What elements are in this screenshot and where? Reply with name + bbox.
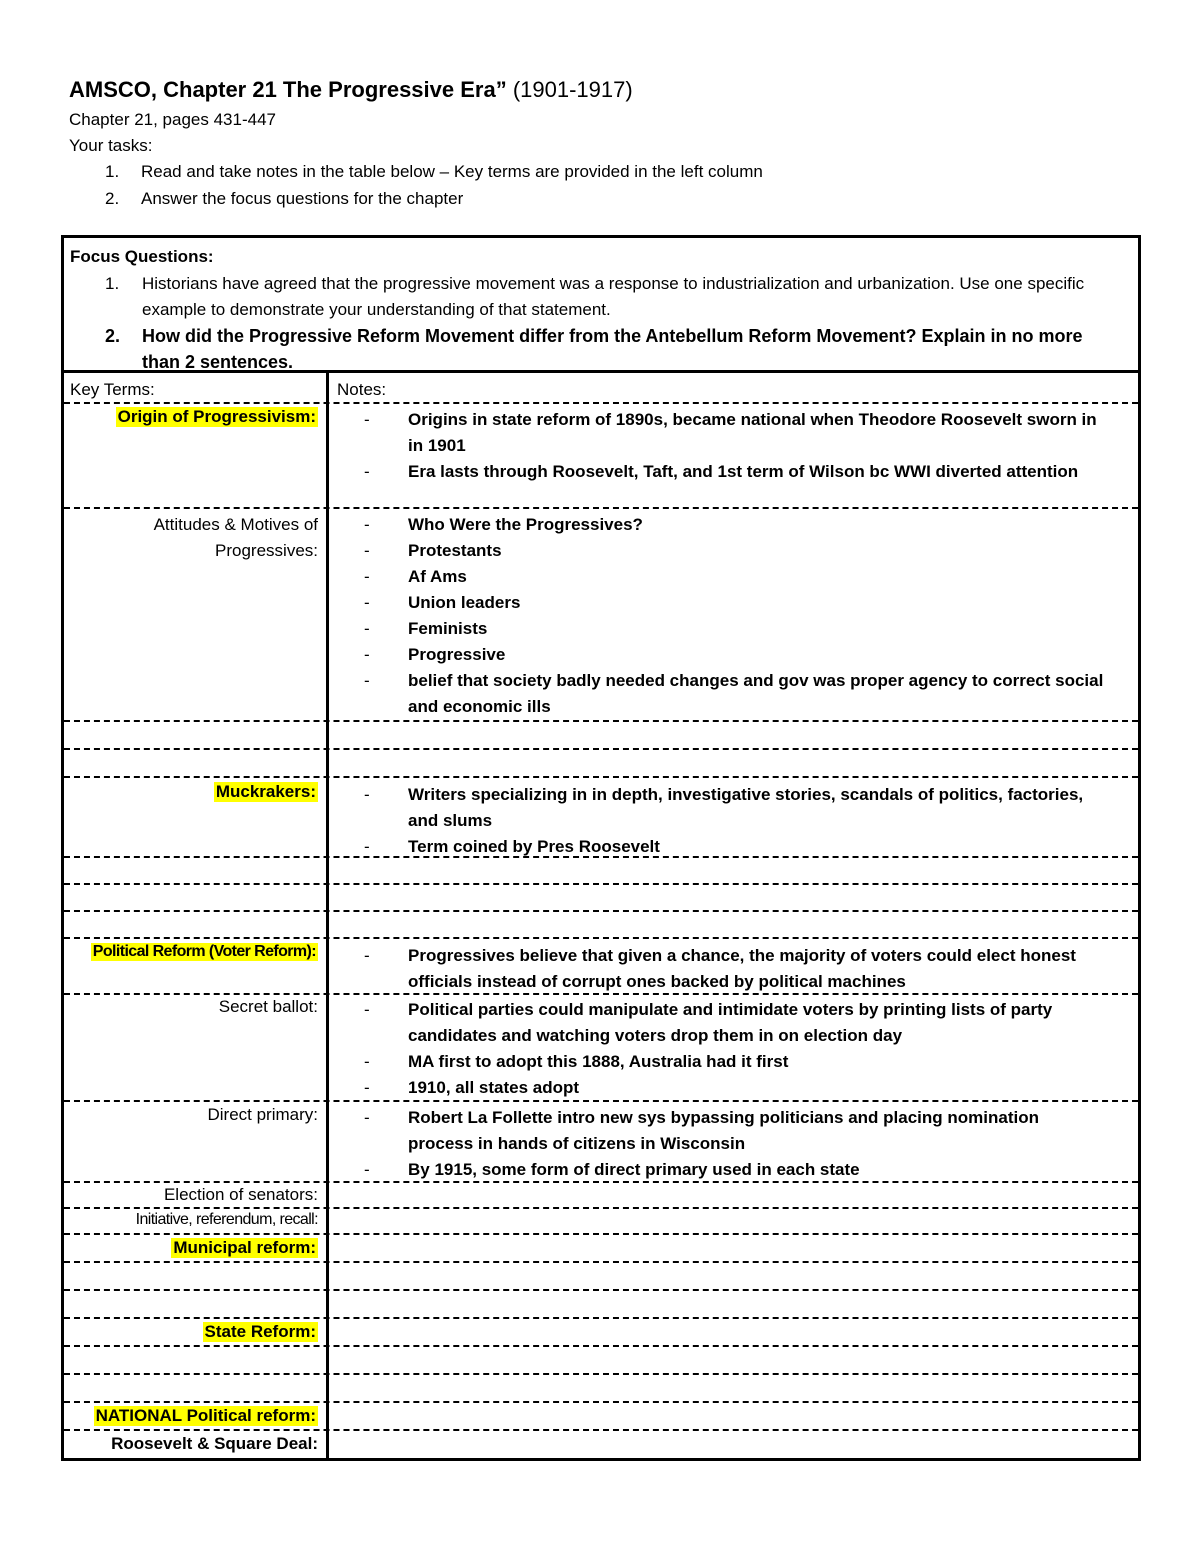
table-row: [64, 939, 1138, 995]
tasks-label: Your tasks:: [69, 136, 153, 155]
key-term: Direct primary:: [207, 1105, 318, 1124]
table-row: [64, 1102, 1138, 1183]
table-row: [64, 1235, 1138, 1263]
focus-question-number: 1.: [105, 274, 120, 293]
note-text: Robert La Follette intro new sys bypassing politicians and placing nomination process in hands of citizens in Wisconsin: [408, 1108, 1039, 1153]
bullet-dash: -: [364, 593, 370, 612]
note-item: [364, 668, 1104, 720]
note-text: 1910, all states adopt: [408, 1078, 580, 1097]
note-item: [364, 1157, 1104, 1183]
focus-question-text: Historians have agreed that the progressive movement was a response to industrialization and urbanization. Use one specific example to demonstrate your understanding of that statement.: [142, 274, 1085, 319]
empty-row: [64, 912, 1138, 939]
note-text: Political parties could manipulate and intimidate voters by printing lists of party candidates and watching voters drop them in on election day: [408, 1000, 1053, 1045]
key-term: Muckrakers:: [215, 782, 316, 801]
task-number: 1.: [105, 162, 120, 181]
key-term: Roosevelt & Square Deal:: [111, 1434, 318, 1453]
bullet-dash: -: [364, 1160, 370, 1179]
note-text: Af Ams: [408, 567, 467, 586]
key-term: [68, 512, 318, 564]
notes-table: [64, 373, 1138, 1461]
key-term: Political Reform (Voter Reform):: [92, 943, 316, 960]
key-term: Secret ballot:: [218, 997, 318, 1016]
note-item: [364, 512, 1104, 538]
bullet-dash: -: [364, 645, 370, 664]
empty-row: [64, 722, 1138, 750]
note-item: [364, 782, 1104, 834]
note-item: [364, 564, 1104, 590]
table-row: [64, 995, 1138, 1102]
table-row: [64, 1431, 1138, 1461]
empty-row: [64, 1375, 1138, 1403]
title-text: AMSCO, Chapter 21 The Progressive Era”: [69, 77, 507, 102]
table-header-row: [64, 373, 1138, 404]
key-term: Election of senators:: [163, 1185, 318, 1204]
note-item: [364, 590, 1104, 616]
task-item: [105, 189, 463, 209]
key-term: Municipal reform:: [173, 1238, 316, 1257]
note-item: [364, 1049, 1104, 1075]
focus-question: [105, 323, 1125, 375]
bullet-dash: -: [364, 462, 370, 481]
note-text: Protestants: [408, 541, 502, 560]
bullet-dash: -: [364, 1052, 370, 1071]
task-text: Read and take notes in the table below – Key terms are provided in the left column: [141, 162, 763, 181]
title-years: (1901-1917): [512, 77, 633, 102]
task-text: Answer the focus questions for the chapter: [141, 189, 464, 208]
note-item: [364, 997, 1104, 1049]
note-item: [364, 616, 1104, 642]
note-item: [364, 642, 1104, 668]
note-text: MA first to adopt this 1888, Australia had it first: [408, 1052, 789, 1071]
focus-question-number: 2.: [105, 326, 121, 346]
chapter-pages: Chapter 21, pages 431-447: [69, 110, 276, 129]
note-item: [364, 538, 1104, 564]
bullet-dash: -: [364, 1000, 370, 1019]
key-term-line: Attitudes & Motives of: [153, 515, 318, 534]
table-row: [64, 1209, 1138, 1235]
notes-header: Notes:: [337, 380, 387, 399]
task-number: 2.: [105, 189, 120, 208]
page-title: [69, 77, 633, 103]
table-row: [64, 404, 1138, 509]
key-term: Initiative, referendum, recall:: [135, 1211, 318, 1228]
bullet-dash: -: [364, 410, 370, 429]
empty-row: [64, 858, 1138, 885]
empty-row: [64, 750, 1138, 778]
key-term-line: Progressives:: [215, 541, 318, 560]
empty-row: [64, 1263, 1138, 1291]
focus-question: [105, 271, 1125, 323]
note-item: [364, 834, 1104, 860]
note-text: Term coined by Pres Roosevelt: [408, 837, 660, 856]
focus-questions-section: [64, 238, 1138, 373]
bullet-dash: -: [364, 1078, 370, 1097]
note-text: Origins in state reform of 1890s, became national when Theodore Roosevelt sworn in in 1901: [408, 410, 1097, 455]
note-text: belief that society badly needed changes and gov was proper agency to correct social and economic ills: [408, 671, 1104, 716]
bullet-dash: -: [364, 671, 370, 690]
bullet-dash: -: [364, 619, 370, 638]
note-text: Progressives believe that given a chance, the majority of voters could elect honest officials instead of corrupt ones backed by political machines: [408, 946, 1076, 991]
focus-question-text: How did the Progressive Reform Movement differ from the Antebellum Reform Movement? Explain in no more than 2 sentences.: [142, 326, 1083, 372]
note-item: [364, 407, 1104, 459]
note-text: Era lasts through Roosevelt, Taft, and 1st term of Wilson bc WWI diverted attention: [408, 462, 1079, 481]
bullet-dash: -: [364, 837, 370, 856]
bullet-dash: -: [364, 567, 370, 586]
table-row: [64, 509, 1138, 722]
note-text: Feminists: [408, 619, 488, 638]
worksheet-box: [61, 235, 1141, 1461]
table-row: [64, 1403, 1138, 1431]
bullet-dash: -: [364, 541, 370, 560]
focus-questions-label: Focus Questions:: [70, 247, 214, 266]
note-text: Writers specializing in in depth, investigative stories, scandals of politics, factories, and slums: [408, 785, 1084, 830]
note-text: Who Were the Progressives?: [408, 515, 643, 534]
bullet-dash: -: [364, 946, 370, 965]
bullet-dash: -: [364, 515, 370, 534]
key-terms-header: Key Terms:: [70, 380, 155, 399]
empty-row: [64, 1347, 1138, 1375]
bullet-dash: -: [364, 1108, 370, 1127]
note-text: Progressive: [408, 645, 506, 664]
note-item: [364, 943, 1104, 995]
table-row: [64, 1183, 1138, 1209]
key-term: State Reform:: [204, 1322, 316, 1341]
note-item: [364, 1105, 1104, 1157]
bullet-dash: -: [364, 785, 370, 804]
note-text: By 1915, some form of direct primary used in each state: [408, 1160, 860, 1179]
note-item: [364, 459, 1104, 485]
empty-row: [64, 1291, 1138, 1319]
note-text: Union leaders: [408, 593, 521, 612]
table-row: [64, 1319, 1138, 1347]
task-item: [105, 162, 763, 182]
empty-row: [64, 885, 1138, 912]
key-term: NATIONAL Political reform:: [95, 1406, 316, 1425]
note-item: [364, 1075, 1104, 1101]
key-term: Origin of Progressivism:: [117, 407, 316, 426]
table-row: [64, 778, 1138, 858]
